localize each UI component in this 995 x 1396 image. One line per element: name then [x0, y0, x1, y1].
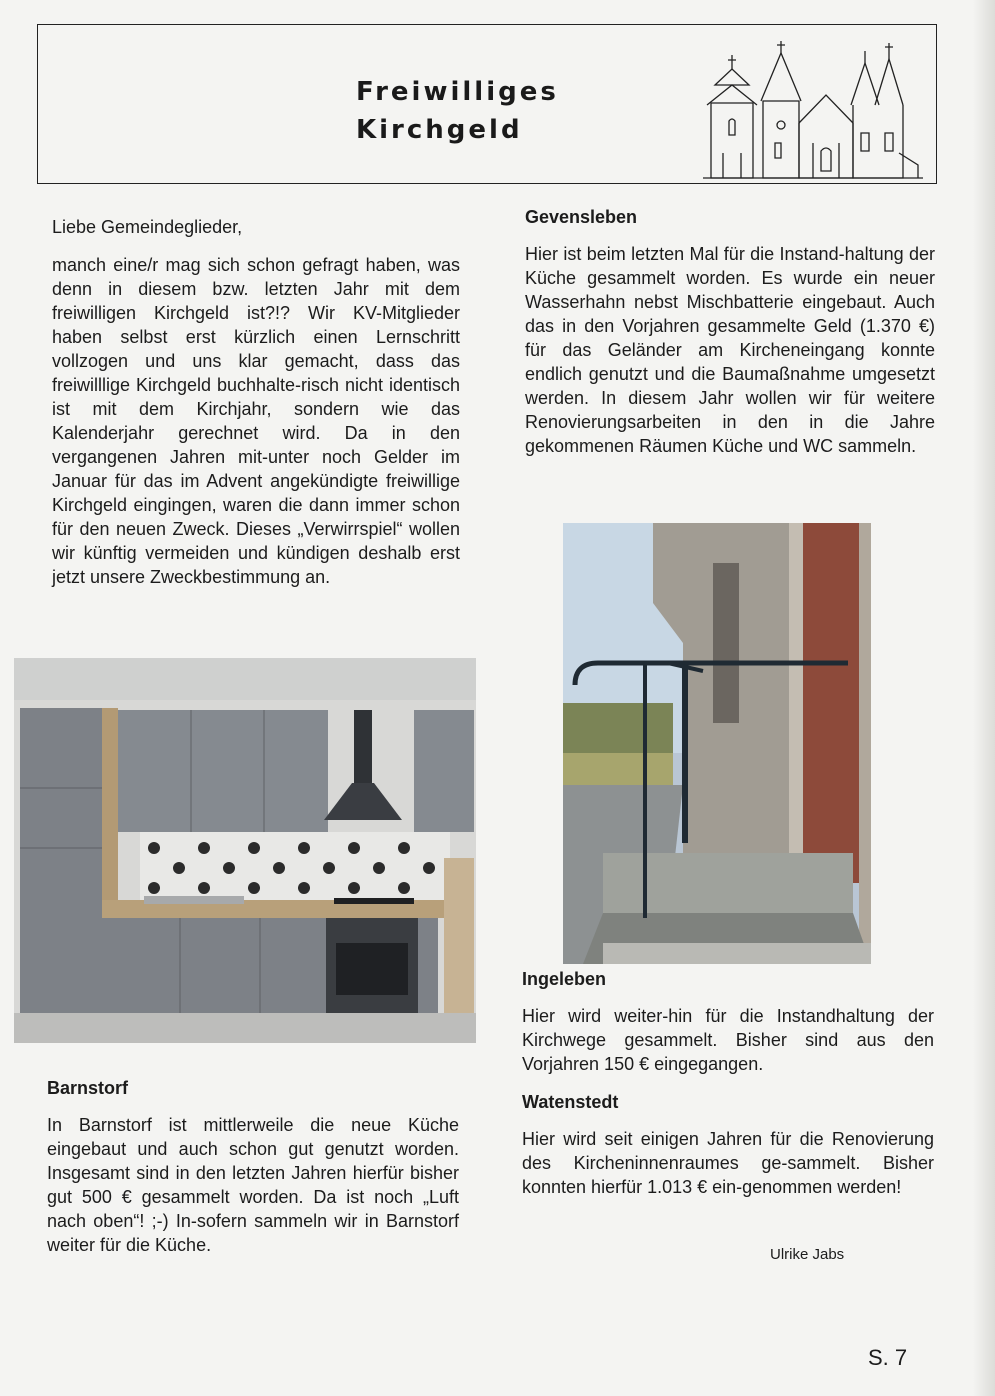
ingeleben-paragraph: Hier wird weiter-hin für die Instandhaltung der Kirchwege gesammelt. Bisher sind aus den Vorjahren 150 € eingegangen. [522, 1006, 934, 1074]
barnstorf-heading: Barnstorf [47, 1078, 129, 1098]
watenstedt-paragraph: Hier wird seit einigen Jahren für die Renovierung des Kircheninnenraumes ge-sammelt. Bisher konnten hierfür 1.013 € ein-genommen werden! [522, 1129, 934, 1197]
author-signature: Ulrike Jabs [770, 1246, 845, 1263]
gevensleben-paragraph: Hier ist beim letzten Mal für die Instand-haltung der Küche gesammelt worden. Es wurde ein neuer Wasserhahn nebst Mischbatterie eingebaut. Auch das in den Vorjahren gesammelte Geld (1.370 €) für das Geländer am Kircheneingang konnte endlich genutzt und die Baumaßnahme umgesetzt werden. In diesem Jahr wollen wir für weitere Renovierungsarbeiten in den in die Jahre gekommenen Räumen Küche und WC sammeln. [525, 244, 935, 456]
barnstorf-section [47, 1076, 459, 1267]
kitchen-photo [14, 658, 476, 1043]
title-line-1: Freiwilliges [356, 77, 559, 107]
greeting: Liebe Gemeindeglieder, [52, 217, 243, 237]
page-shadow-edge [973, 0, 995, 1396]
church-railing-photo [563, 523, 871, 964]
title-line-2: Kirchgeld [356, 115, 523, 145]
gevensleben-section [525, 205, 935, 468]
header-box [37, 24, 937, 184]
page-title [356, 73, 559, 149]
page-number: S. 7 [868, 1345, 908, 1370]
gevensleben-heading: Gevensleben [525, 207, 638, 227]
church-towers-drawing [703, 33, 923, 181]
intro-column [52, 215, 460, 599]
lower-right-column [522, 967, 934, 1209]
watenstedt-heading: Watenstedt [522, 1092, 619, 1112]
intro-paragraph: manch eine/r mag sich schon gefragt haben, was denn in diesem bzw. letzten Jahr mit dem freiwilligen Kirchgeld ist?!? Wir KV-Mitglieder haben selbst erst kürzlich einen Lernschritt vollzogen und uns klar gemacht, dass das freiwilllige Kirchgeld buchhalte-risch nicht identisch ist mit dem Kirchjahr, sondern wie das Kalenderjahr gerechnet wird. Da in den vergangenen Jahren mit-unter noch Gelder im Januar für das im Advent angekündigte freiwillige Kirchgeld eingingen, waren die dann immer schon für den neuen Zweck. Dieses „Verwirrspiel“ wollen wir künftig vermeiden und kündigen deshalb erst jetzt unsere Zweckbestimmung an. [52, 255, 460, 587]
ingeleben-heading: Ingeleben [522, 969, 607, 989]
barnstorf-paragraph: In Barnstorf ist mittlerweile die neue Küche eingebaut und auch schon gut genutzt worden. Insgesamt sind in den letzten Jahren hierfür bisher gut 500 € gesammelt worden. Da ist noch „Luft nach oben“! ;-) In-sofern sammeln wir in Barnstorf weiter für die Küche. [47, 1115, 459, 1255]
